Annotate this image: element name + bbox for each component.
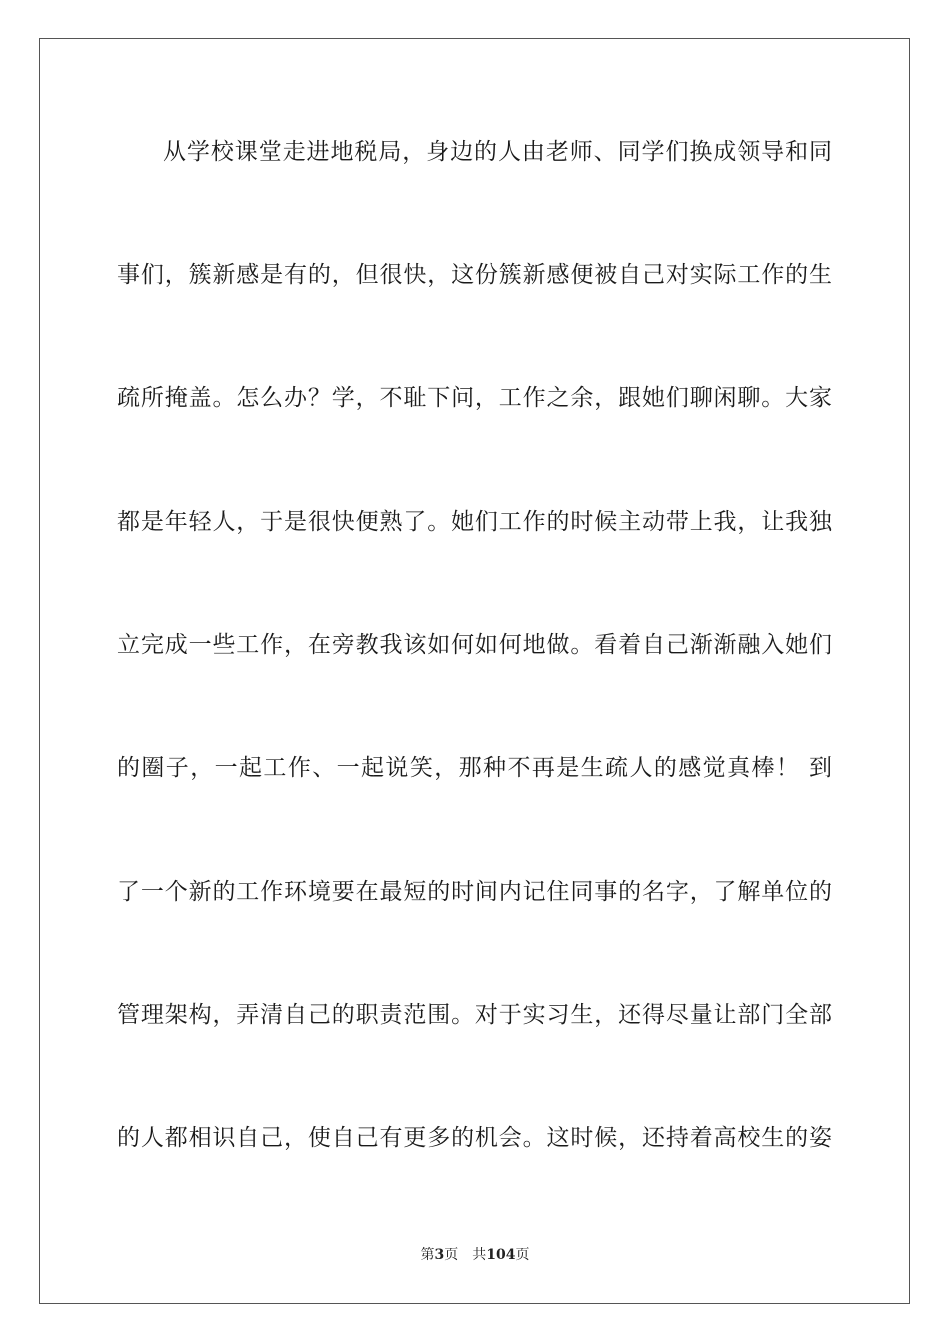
total-label-suffix: 页 (515, 1247, 530, 1263)
body-text-line-1: 从学校课堂走进地税局，身边的人由老师、同学们换成领导和同 (163, 139, 832, 165)
page-label-prefix: 第 (420, 1247, 435, 1263)
body-text-line-5: 立完成一些工作，在旁教我该如何如何地做。看着自己渐渐融入她们 (117, 632, 832, 658)
body-text-line-3: 疏所掩盖。怎么办？学，不耻下问，工作之余，跟她们聊闲聊。大家 (117, 385, 832, 411)
page-label-suffix: 页 (444, 1247, 459, 1263)
total-label-prefix: 共 (472, 1247, 487, 1263)
body-text-line-9: 的人都相识自己，使自己有更多的机会。这时候，还持着高校生的姿 (117, 1125, 832, 1151)
page-footer (0, 1246, 950, 1264)
page-border (39, 38, 910, 1304)
body-text-line-2: 事们，簇新感是有的，但很快，这份簇新感便被自己对实际工作的生 (117, 262, 832, 288)
body-text-line-4: 都是年轻人，于是很快便熟了。她们工作的时候主动带上我，让我独 (117, 509, 832, 535)
total-page-count: 104 (486, 1247, 516, 1263)
body-text-line-7: 了一个新的工作环境要在最短的时间内记住同事的名字，了解单位的 (117, 879, 832, 905)
body-text-line-6: 的圈子，一起工作、一起说笑，那种不再是生疏人的感觉真棒！ 到 (117, 755, 832, 781)
body-text-line-8: 管理架构，弄清自己的职责范围。对于实习生，还得尽量让部门全部 (117, 1002, 832, 1028)
current-page-number: 3 (434, 1247, 445, 1263)
